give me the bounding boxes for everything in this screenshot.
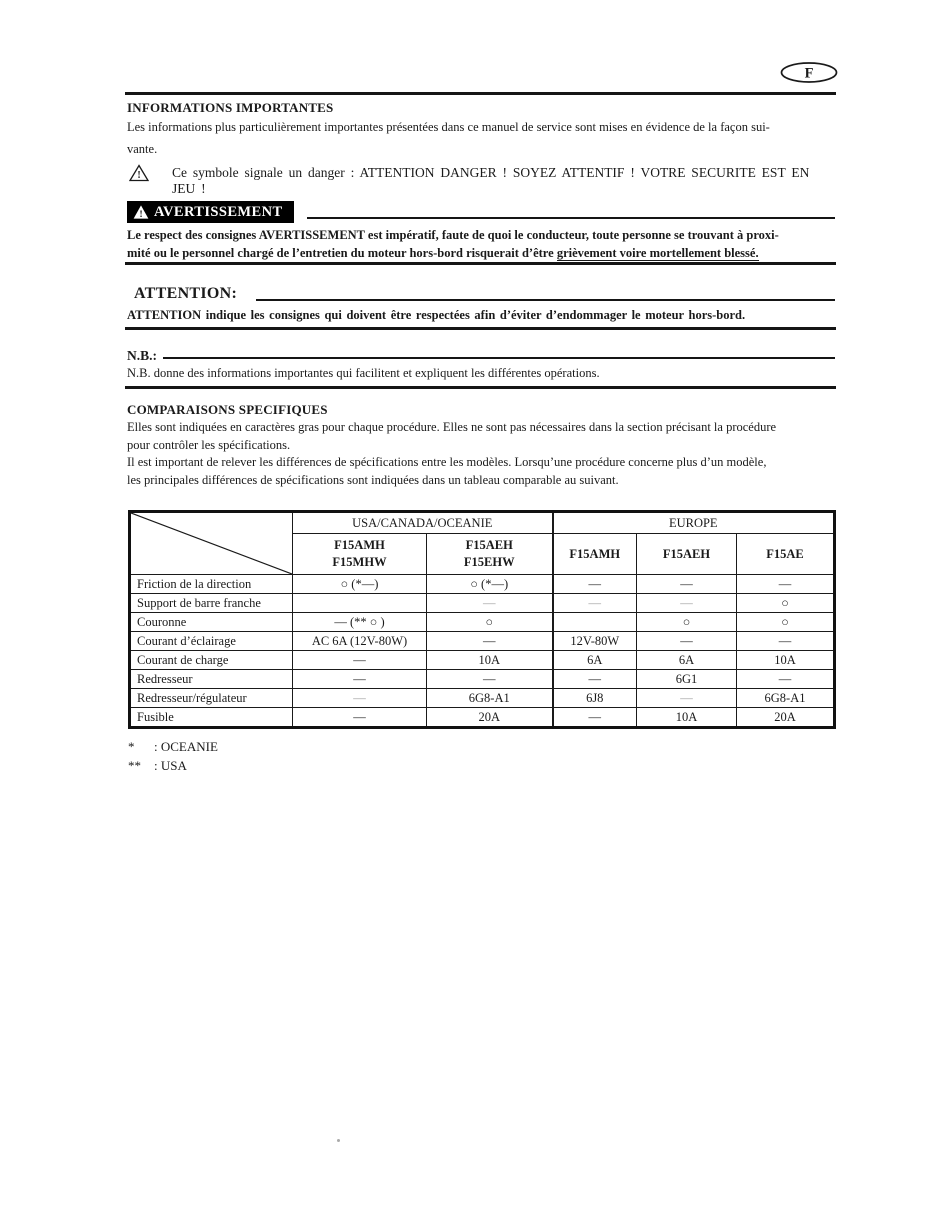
spec-cell: — xyxy=(427,594,553,613)
nb-closing-rule xyxy=(125,386,836,389)
warning-label-box xyxy=(127,201,294,223)
model-name: F15AE xyxy=(766,546,804,561)
table-row xyxy=(130,651,835,670)
spec-cell: 6J8 xyxy=(553,689,637,708)
model-name: F15EHW xyxy=(463,555,515,569)
spec-cell: ○ (*—) xyxy=(293,575,427,594)
warning-body xyxy=(127,226,836,262)
text-line: vante. xyxy=(127,141,158,156)
spec-cell: 6G8-A1 xyxy=(427,689,553,708)
spec-cell: ○ xyxy=(737,594,835,613)
attention-label: ATTENTION: xyxy=(134,285,238,302)
scan-artifact-dot xyxy=(337,1139,340,1142)
spec-cell: 10A xyxy=(737,651,835,670)
row-label: Support de barre franche xyxy=(130,594,293,613)
footnote-marker: * xyxy=(128,739,135,754)
spec-cell: 20A xyxy=(427,708,553,728)
language-badge-letter: F xyxy=(804,65,814,82)
comparaisons-paragraph-1 xyxy=(127,419,836,454)
footnote xyxy=(128,757,218,776)
table-row xyxy=(130,613,835,632)
spec-cell: — xyxy=(293,670,427,689)
row-label: Redresseur xyxy=(130,670,293,689)
spec-cell: — xyxy=(737,670,835,689)
spec-cell: — xyxy=(637,632,737,651)
warning-triangle-icon xyxy=(129,164,149,182)
column-group-header: USA/CANADA/OCEANIE xyxy=(293,512,553,534)
row-label: Courant de charge xyxy=(130,651,293,670)
model-column-header xyxy=(737,534,835,575)
model-column-header xyxy=(637,534,737,575)
spec-cell: — xyxy=(737,575,835,594)
text-line: pour contrôler les spécifications. xyxy=(127,437,291,452)
table-row xyxy=(130,689,835,708)
table-row xyxy=(130,575,835,594)
column-group-header: EUROPE xyxy=(553,512,835,534)
model-column-header xyxy=(293,534,427,575)
language-badge xyxy=(780,61,838,84)
attention-closing-rule xyxy=(125,327,836,330)
row-label: Courant d’éclairage xyxy=(130,632,293,651)
warning-header-rule xyxy=(307,217,835,219)
model-name: F15AMH xyxy=(334,538,385,552)
spec-cell: — xyxy=(637,575,737,594)
spec-cell: — xyxy=(637,594,737,613)
model-name: F15MHW xyxy=(332,555,387,569)
warning-line2-plain: mité ou le personnel chargé de l’entretien du moteur hors-bord risquerait d’être xyxy=(127,246,557,260)
table-corner-cell xyxy=(130,512,293,575)
text-line xyxy=(127,244,836,262)
nb-label: N.B.: xyxy=(127,348,157,363)
spec-cell: 6G8-A1 xyxy=(737,689,835,708)
text-line: Il est important de relever les différences de spécifications entre les modèles. Lorsqu’une procédure concerne plus d’un modèle, xyxy=(127,455,767,469)
spec-cell: — xyxy=(553,708,637,728)
nb-body: N.B. donne des informations importantes qui facilitent et expliquent les différentes opérations. xyxy=(127,366,600,380)
spec-cell: — xyxy=(553,670,637,689)
spec-cell xyxy=(553,613,637,632)
table-row xyxy=(130,670,835,689)
spec-cell: — xyxy=(637,689,737,708)
model-column-header xyxy=(427,534,553,575)
attention-body: ATTENTION indique les consignes qui doivent être respectées afin d’éviter d’endommager le moteur hors-bord. xyxy=(127,308,746,322)
spec-cell: ○ xyxy=(737,613,835,632)
spec-cell: ○ xyxy=(637,613,737,632)
model-column-header xyxy=(553,534,637,575)
text-line: les principales différences de spécifications sont indiquées dans un tableau comparable au suivant. xyxy=(127,472,619,487)
text-line: Elles sont indiquées en caractères gras pour chaque procédure. Elles ne sont pas nécessaires dans la section précisant la procédure xyxy=(127,420,777,434)
danger-note-text: Ce symbole signale un danger : ATTENTION DANGER ! SOYEZ ATTENTIF ! VOTRE SECURITE EST EN JEU ! xyxy=(172,165,810,196)
spec-cell: 10A xyxy=(637,708,737,728)
oval-icon xyxy=(780,61,838,84)
row-label: Couronne xyxy=(130,613,293,632)
warning-triangle-icon xyxy=(133,205,149,219)
diagonal-line-icon xyxy=(131,513,292,574)
spec-cell: — xyxy=(553,575,637,594)
spec-cell: — xyxy=(293,708,427,728)
table-row xyxy=(130,594,835,613)
spec-cell: — (** ○ ) xyxy=(293,613,427,632)
informations-paragraph xyxy=(127,117,836,160)
spec-cell: — xyxy=(293,689,427,708)
spec-cell: ○ xyxy=(427,613,553,632)
spec-cell: — xyxy=(427,670,553,689)
spec-cell: 6A xyxy=(553,651,637,670)
text-line: Les informations plus particulièrement importantes présentées dans ce manuel de service sont mises en évidence de la façon sui- xyxy=(127,120,770,134)
table-row xyxy=(130,708,835,728)
footnotes xyxy=(128,738,218,775)
footnote-text: : OCEANIE xyxy=(154,739,218,754)
row-label: Fusible xyxy=(130,708,293,728)
text-line: Le respect des consignes AVERTISSEMENT est impératif, faute de quoi le conducteur, toute personne se trouvant à proxi- xyxy=(127,228,779,242)
model-name: F15AEH xyxy=(662,546,711,561)
spec-cell: 10A xyxy=(427,651,553,670)
spec-cell: — xyxy=(427,632,553,651)
attention-header-rule xyxy=(256,299,835,301)
spec-cell xyxy=(293,594,427,613)
model-name: F15AEH xyxy=(465,538,513,552)
spec-cell: — xyxy=(293,651,427,670)
footnote-text: : USA xyxy=(154,757,187,773)
warning-label: AVERTISSEMENT xyxy=(154,203,283,220)
spec-comparison-table xyxy=(128,510,836,729)
nb-header-rule xyxy=(163,357,835,359)
spec-cell: — xyxy=(553,594,637,613)
spec-cell: 20A xyxy=(737,708,835,728)
warning-closing-rule xyxy=(125,262,836,265)
comparaisons-paragraph-2 xyxy=(127,454,836,489)
top-rule xyxy=(125,92,836,95)
row-label: Friction de la direction xyxy=(130,575,293,594)
row-label: Redresseur/régulateur xyxy=(130,689,293,708)
table-row xyxy=(130,632,835,651)
svg-text:!: ! xyxy=(139,210,143,219)
spec-cell: ○ (*—) xyxy=(427,575,553,594)
spec-cell: 6A xyxy=(637,651,737,670)
spec-cell: 12V-80W xyxy=(553,632,637,651)
model-name: F15AMH xyxy=(569,546,621,561)
section-title-informations: INFORMATIONS IMPORTANTES xyxy=(127,100,334,115)
warning-line2-underlined: grièvement voire mortellement blessé. xyxy=(556,246,759,260)
footnote-marker: ** xyxy=(128,757,141,773)
spec-cell: AC 6A (12V-80W) xyxy=(293,632,427,651)
svg-text:!: ! xyxy=(137,170,141,182)
spec-cell: 6G1 xyxy=(637,670,737,689)
footnote xyxy=(128,738,218,757)
section-title-comparaisons: COMPARAISONS SPECIFIQUES xyxy=(127,402,328,417)
spec-cell: — xyxy=(737,632,835,651)
danger-note xyxy=(129,164,836,197)
